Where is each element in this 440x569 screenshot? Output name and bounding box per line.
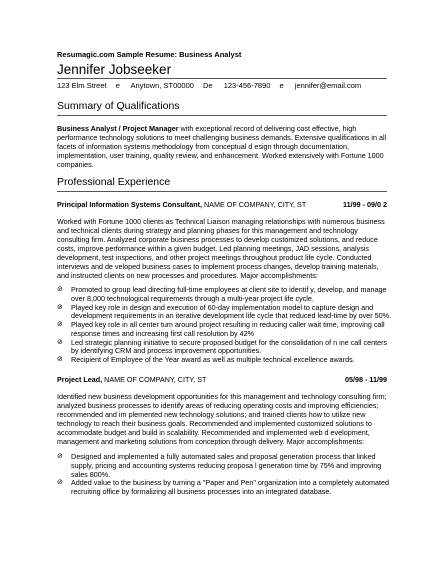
list-item: ⊘ Recipient of Employee of the Year award as well as multiple technical excellence awards. <box>57 355 355 365</box>
source-line: Resumagic.com Sample Resume: Business Analyst <box>57 50 242 59</box>
contact-city: Anytown, ST00000 <box>130 81 194 90</box>
job-header <box>57 375 387 384</box>
name-divider <box>57 78 387 79</box>
job-header <box>57 200 387 209</box>
job-description: Worked with Fortune 1000 clients as Technical Liaison managing relationships with numerous business and technical clients during strategy and planning phases for this management and technology consulting firm. Analyzed corporate business processes to develop customized solutions, and reduce costs, improve performance within a given budget. Led planning meetings, JAD sessions, analysis development, test inspections, and other project meetings throughout product life cycle. Conducted interviews and de veloped business cases to implement process changes, develop training materials, and instructed clients on new processes and procedures. Major accomplishments: <box>57 217 385 280</box>
circled-check-icon: ⊘ <box>57 321 63 329</box>
list-item: ⊘ Led strategic planning initiative to secure proposed budget for the consolidation of n ine call centers by identifying CRM and process improvement opportunities. <box>57 337 388 356</box>
accomplishment-list <box>57 453 392 497</box>
list-item: ⊘ Designed and implemented a fully automated sales and proposal generation process that linked supply, pricing and accounting systems reducing proposa l generation time by 75% and improving sales 800%. <box>57 452 382 479</box>
experience-divider <box>57 191 387 192</box>
list-item: ⊘ Added value to the business by turning a "Paper and Pen" organization into a completely automated recruiting office by formalizing all business processes into an integrated database. <box>57 478 389 497</box>
job-company: NAME OF COMPANY, CITY, ST <box>201 200 307 209</box>
summary-lead: Business Analyst / Project Manager <box>57 124 179 133</box>
accomplishment-list <box>57 286 392 365</box>
circled-check-icon: ⊘ <box>57 286 63 293</box>
list-item: ⊘ Promoted to group lead directing full-time employees at client site to identif y, develop, and manage over 8,000 technological requirements through a multi-year project life cycle. <box>57 285 387 303</box>
list-item: ⊘ Played key role in all center tum around project resulting in reducing caller wait time, improving call response times and increasing first call resolution by 42% <box>57 320 385 338</box>
list-item: ⊘ Played key role in design and execution of 60-day implementation model to capture design and development requirements in an iterative development life cycle that reduced lead-time by over 50%. <box>57 302 392 321</box>
contact-separator: De <box>203 81 213 90</box>
contact-separator: e <box>115 81 120 90</box>
job-role: Principal Information Systems Consultant, <box>57 200 202 209</box>
circled-check-icon: ⊘ <box>57 356 63 364</box>
experience-heading: Professional Experience <box>57 176 171 188</box>
summary-paragraph <box>57 124 392 169</box>
job-description: Identified new business development opportunities for this management and technology consulting firm; analyzed business processes to identify areas of reducing operating costs and improving efficiencies; recommended and im plemented new technology solutions; and trained clients how to utilize new technology to reach their business goals. Recommended and implemented customized solutions to accommodate budget and build in scalability. Recommended and implemented web d evelopment, management and marketing solutions from conception through delivery. Major accomplishments: <box>57 392 387 446</box>
summary-divider <box>57 115 387 116</box>
contact-street: 123 Elm Street <box>57 81 107 90</box>
candidate-name: Jennifer Jobseeker <box>57 62 172 77</box>
job-dates: 11/99 - 09/0 2 <box>343 200 387 209</box>
contact-phone: 123-456-7890 <box>223 81 271 90</box>
contact-line <box>57 81 368 90</box>
circled-check-icon: ⊘ <box>57 453 63 460</box>
summary-text: with exceptional record of delivering cost effective, high performance technology solutions to meet challenging business demands. Extensive qualifications in all facets of information systems methodology from conceptual d esign through documentation, implementation, user training, quality review, and enhancement. Worked extensively with Fortune 1000 companies. <box>57 124 387 169</box>
contact-separator: e <box>279 81 284 90</box>
job-company: NAME OF COMPANY, CITY, ST <box>102 375 207 384</box>
circled-check-icon: ⊘ <box>57 479 63 487</box>
circled-check-icon: ⊘ <box>57 338 63 346</box>
contact-email: jennifer@email.com <box>294 81 362 90</box>
job-role: Project Lead, <box>57 375 103 384</box>
summary-heading: Summary of Qualifications <box>57 100 180 112</box>
job-dates: 05/98 - 11/99 <box>345 375 387 384</box>
circled-check-icon: ⊘ <box>57 303 63 311</box>
